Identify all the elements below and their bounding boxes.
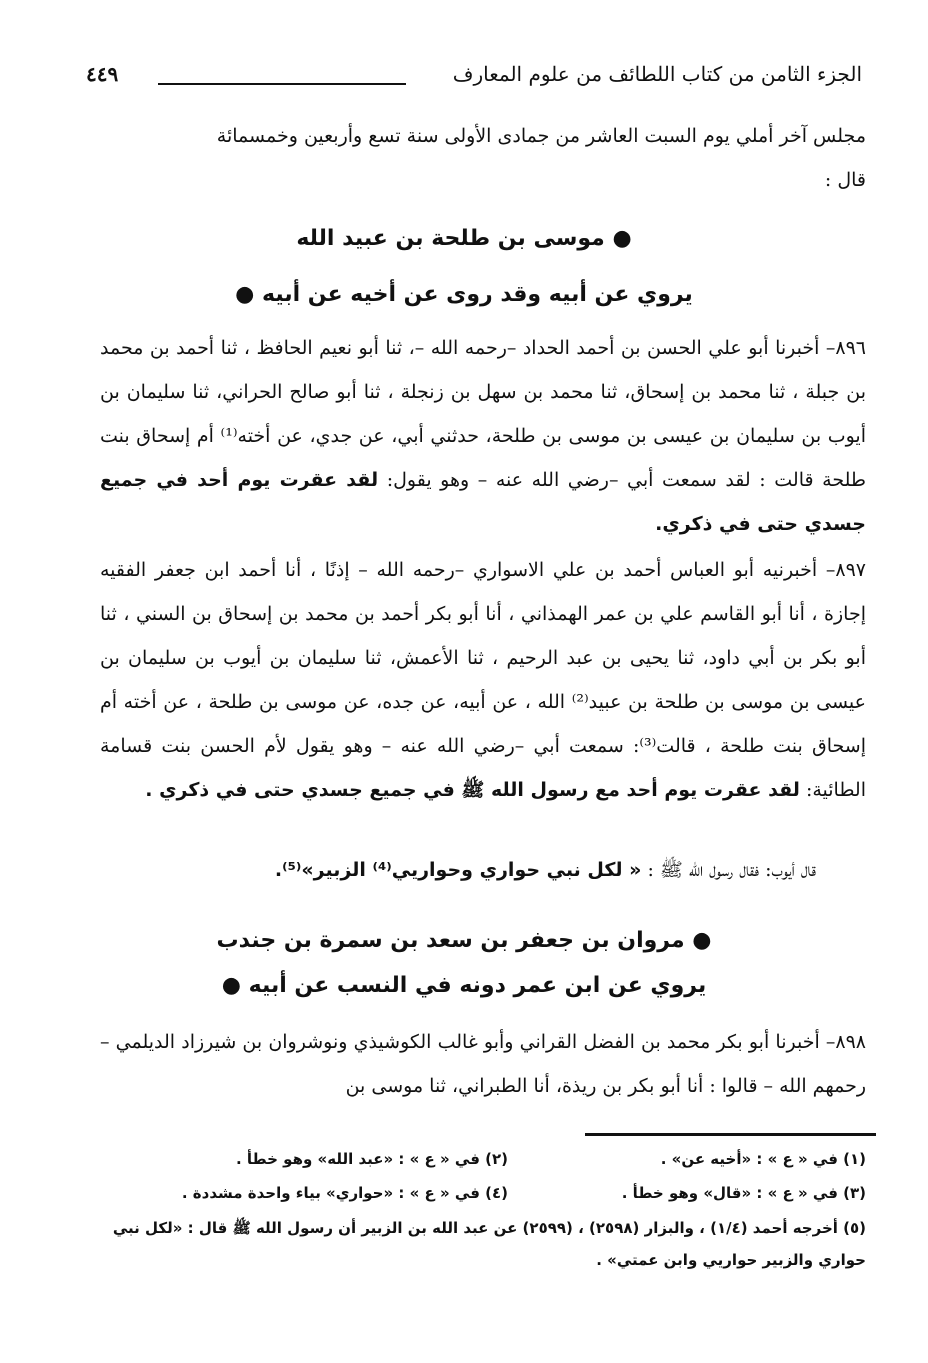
quote-text: « لكل نبي حواري وحواريي⁽⁴⁾ الزبير»⁽⁵⁾. bbox=[274, 859, 642, 881]
hadith-897 bbox=[100, 548, 866, 812]
running-header-title: الجزء الثامن من كتاب اللطائف من علوم المعارف bbox=[452, 62, 862, 86]
section-subheading-2: يروي عن ابن عمر دونه في النسب عن أبيه ● bbox=[221, 973, 707, 998]
hadith-matn: لقد عقرت يوم أحد مع رسول الله ﷺ في جميع جسدي حتى في ذكري . bbox=[145, 779, 800, 801]
intro-line-2: قال : bbox=[824, 169, 866, 191]
footnote-2: (٢) في « ع » : «عبد الله» وهو خطأ . bbox=[235, 1150, 508, 1168]
hadith-898 bbox=[100, 1020, 866, 1108]
footnote-1: (١) في « ع » : «أخيه عن» . bbox=[660, 1150, 866, 1168]
page-number: ٤٤٩ bbox=[86, 62, 119, 86]
footnote-3: (٣) في « ع » : «قال» وهو خطأ . bbox=[621, 1184, 866, 1202]
section-heading: ● موسى بن طلحة بن عبيد الله bbox=[296, 226, 632, 251]
header-rule bbox=[158, 83, 406, 85]
ayyub-quote bbox=[116, 848, 816, 892]
session-intro bbox=[106, 114, 866, 202]
footnote-5: (٥) أخرجه أحمد (١/٤) ، والبزار (٢٥٩٨) ، (٢٥٩٩) عن عبد الله بن الزبير أن رسول الله ﷺ قال : «لكل نبي حواري والزبير حواريي وابن عمتي» . bbox=[112, 1219, 866, 1269]
footnote-4: (٤) في « ع » : «حواري» بياء واحدة مشددة . bbox=[181, 1184, 508, 1202]
quote-intro: قال أيوب: فقال رسول الله ﷺ : bbox=[647, 859, 816, 881]
hadith-text: ٨٩٧– أخبرنيه أبو العباس أحمد بن علي الاسواري –رحمه الله – إذنًا ، أنا أحمد ابن جعفر الفقيه إجازة ، أنا أبو القاسم علي بن عمر الهمذاني ، أنا أبو بكر أحمد بن محمد بن إسحاق بن السني ، ثنا أبو بكر بن أبي داود، ثنا يحيى بن عبد الرحيم ، ثنا الأعمش، ثنا سليمان بن أيوب بن سليمان بن عيسى بن موسى بن طلحة بن عبيد⁽²⁾ الله ، عن أبيه، عن جده، عن موسى بن طلحة ، عن أخته أم إسحاق بنت طلحة ، قالت⁽³⁾: سمعت أبي –رضي الله عنه – وهو يقول لأم الحسن بنت قسامة الطائية: bbox=[100, 559, 867, 801]
section-heading-2: ● مروان بن جعفر بن سعد بن سمرة بن جندب bbox=[216, 928, 712, 953]
hadith-text: ٨٩٨– أخبرنا أبو بكر محمد بن الفضل القراني وأبو غالب الكوشيذي ونوشروان بن شيرزاد الديلمي –رحمهم الله – قالوا : أنا أبو بكر بن ريذة، أنا الطبراني، ثنا موسى بن bbox=[100, 1031, 866, 1097]
footnote-rule bbox=[585, 1133, 876, 1136]
hadith-text: ٨٩٦– أخبرنا أبو علي الحسن بن أحمد الحداد –رحمه الله –، ثنا أبو نعيم الحافظ ، ثنا أحمد بن محمد بن جبلة ، ثنا محمد بن إسحاق، ثنا محمد بن سهل بن زنجلة ، ثنا أبو صالح الحراني، ثنا سليمان بن أيوب بن سليمان بن عيسى بن موسى بن طلحة، حدثني أبي، عن جدي، عن أخته⁽¹⁾ أم إسحاق بنت طلحة قالت : لقد سمعت أبي –رضي الله عنه – وهو يقول: bbox=[100, 337, 867, 491]
hadith-matn: لقد عقرت يوم أحد في جميع جسدي حتى في ذكري. bbox=[100, 469, 866, 535]
hadith-896 bbox=[100, 326, 866, 546]
intro-line: مجلس آخر أملي يوم السبت العاشر من جمادى الأولى سنة تسع وأربعين وخمسمائة bbox=[216, 125, 866, 147]
section-subheading: يروي عن أبيه وقد روى عن أخيه عن أبيه ● bbox=[235, 282, 693, 307]
